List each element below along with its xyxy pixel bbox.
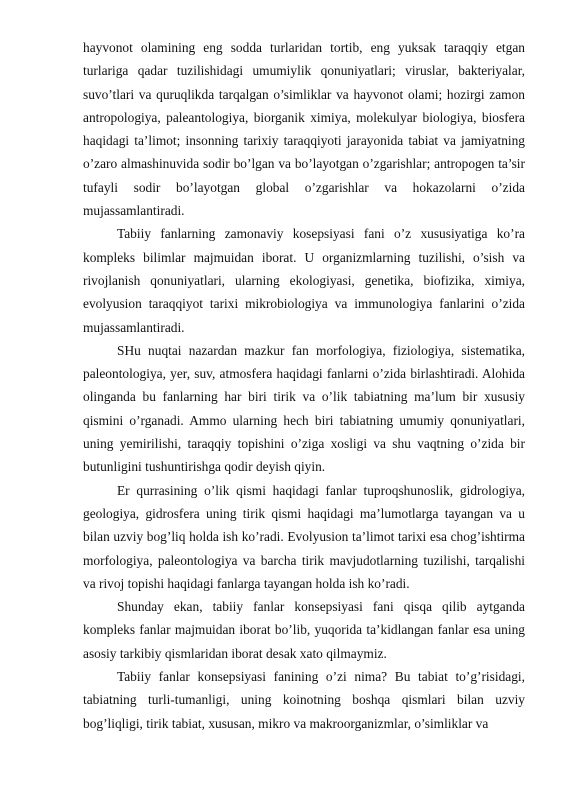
paragraph-3: SHu nuqtai nazardan mazkur fan morfologiya, fiziologiya, sistematika, paleontologiya, yer, suv, atmosfera haqidagi fanlarni o’zida birlashtiradi. Alohida olinganda bu fanlarning har biri tirik va o’lik tabiatning ma’lum bir xususiy qismini o’rganadi. Ammo ularning hech biri tabiatning umumiy qonuniyatlari, uning yemirilishi, taraqqiy topishini o’ziga xosligi va shu vaqtning o’zida bir butunligini tushuntirishga qodir deyish qiyin. (83, 342, 525, 475)
paragraph-1: hayvonot olamining eng sodda turlaridan tortib, eng yuksak taraqqiy etgan turlariga qadar tuzilishidagi umumiylik qonuniyatlari; viruslar, bakteriyalar, suvo’tlari va quruqlikda tarqalgan o’simliklar va hayvonot olami; hozirgi zamon antropologiya, paleantologiya, biorganik ximiya, molekulyar biologiya, biosfera haqidagi ta’limot; insonning tarixiy taraqqiyoti jarayonida tabiat va jamiyatning o’zaro almashinuvida sodir bo’lgan va bo’layotgan o’zgarishlar; antropogen ta’sir tufayli sodir bo’layotgan global o’zgarishlar va hokazolarni o’zida mujassamlantiradi. (83, 40, 525, 219)
paragraph-6: Tabiiy fanlar konsepsiyasi fanining o’zi nima? Bu tabiat to’g’risidagi, tabiatning turli-tumanligi, uning koinotning boshqa qismlari bilan uzviy bog’liqligi, tirik tabiat, xususan, mikro va makroorganizmlar, o’simliklar va (83, 669, 525, 731)
document-body (83, 36, 525, 735)
paragraph-2: Tabiiy fanlarning zamonaviy kosepsiyasi fani o’z xususiyatiga ko’ra kompleks bilimlar majmuidan iborat. U organizmlarning tuzilishi, o’sish va rivojlanish qonuniyatlari, ularning ekologiyasi, genetika, biofizika, ximiya, evolyusion taraqqiyot tarixi mikrobiologiya va immunologiya fanlarini o’zida mujassamlantiradi. (83, 226, 525, 335)
paragraph-5: Shunday ekan, tabiiy fanlar konsepsiyasi fani qisqa qilib aytganda kompleks fanlar majmuidan iborat bo’lib, yuqorida ta’kidlangan fanlar esa uning asosiy tarkibiy qismlaridan iborat desak xato qilmaymiz. (83, 599, 525, 661)
paragraph-4: Er qurrasining o’lik qismi haqidagi fanlar tuproqshunoslik, gidrologiya, geologiya, gidrosfera uning tirik qismi haqidagi ma’lumotlarga tayangan va u bilan uzviy bog’liq holda ish ko’radi. Evolyusion ta’limot tarixi esa chog’ishtirma morfologiya, paleontologiya va barcha tirik mavjudotlarning tuzilishi, tarqalishi va rivoj topishi haqidagi fanlarga tayangan holda ish ko’radi. (83, 482, 525, 591)
